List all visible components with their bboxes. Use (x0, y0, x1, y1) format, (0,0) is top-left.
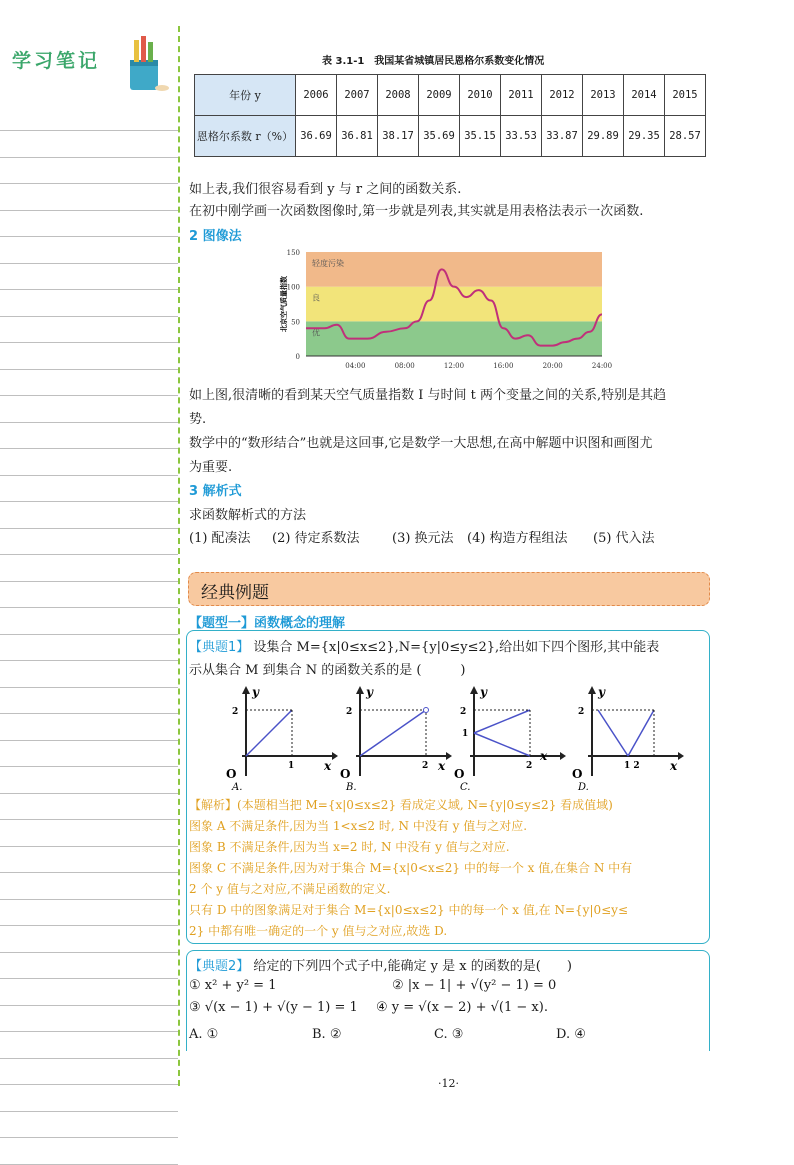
engel-table (194, 74, 706, 157)
note-line (0, 819, 178, 820)
axis-y-label: y (366, 685, 373, 699)
paragraph: 如上表,我们很容易看到 y 与 r 之间的函数关系. (189, 182, 462, 197)
band-100 (306, 252, 602, 287)
option-text: ④ y = √(x − 2) + √(1 − x). (376, 1000, 548, 1015)
year-cell: 2012 (542, 75, 583, 116)
graph-b (342, 686, 452, 792)
example-tag: 【典题2】 (189, 959, 250, 974)
y-tick-label: 100 (286, 283, 300, 292)
value-cell: 29.35 (624, 116, 665, 157)
note-line (0, 1111, 178, 1112)
example-1-question (189, 636, 659, 655)
section-heading: 3 解析式 (189, 484, 242, 499)
note-line (0, 740, 178, 741)
row2-label: 恩格尔系数 r（%） (195, 116, 296, 157)
paragraph: 为重要. (189, 460, 233, 475)
option-text: ② |x − 1| + √(y² − 1) = 0 (392, 978, 557, 993)
band-label: 优 (312, 328, 320, 338)
question-text: 示从集合 M 到集合 N 的函数关系的是 ( ) (189, 663, 466, 678)
year-cell: 2010 (460, 75, 501, 116)
x-tick-label: 12:00 (443, 362, 465, 370)
solution-line: 图象 C 不满足条件,因为对于集合 M={x|0<x≤2} 中的每一个 x 值,在集合 N 中有 (189, 861, 633, 875)
example-2-question (189, 955, 572, 974)
year-cell: 2006 (296, 75, 337, 116)
year-cell: 2011 (501, 75, 542, 116)
solution-line: 只有 D 中的图象满足对于集合 M={x|0≤x≤2} 中的每一个 x 值,在 N={y|0≤y≤ (189, 903, 629, 917)
choice-a: A. ① (189, 1027, 219, 1042)
note-line (0, 766, 178, 767)
band-50 (306, 287, 602, 322)
value-cell: 36.69 (296, 116, 337, 157)
year-cell: 2015 (665, 75, 706, 116)
y-axis-label: 北京空气质量指数 (279, 276, 288, 332)
band-label: 良 (312, 293, 320, 303)
note-line (0, 925, 178, 926)
ytick: 2 (460, 707, 467, 717)
method-item: (3) 换元法 (392, 531, 454, 546)
origin-label: O (454, 767, 465, 781)
note-line (0, 1058, 178, 1059)
note-line (0, 713, 178, 714)
air-quality-chart (276, 244, 616, 376)
note-line (0, 952, 178, 953)
value-cell: 33.87 (542, 116, 583, 157)
paragraph: 在初中刚学画一次函数图像时,第一步就是列表,其实就是用表格法表示一次函数. (189, 204, 644, 219)
axis-y-label: y (252, 685, 259, 699)
page-number: ·12· (438, 1077, 459, 1090)
table-row (195, 75, 706, 116)
value-cell: 29.89 (583, 116, 624, 157)
axis-x-label: x (324, 759, 332, 773)
option-label: D. (578, 782, 589, 793)
notes-title: 学习笔记 (12, 50, 101, 72)
note-line (0, 554, 178, 555)
note-line (0, 899, 178, 900)
ytick: 2 (346, 707, 353, 717)
axis-x-label: x (540, 749, 548, 763)
axis-x-label: x (670, 759, 678, 773)
note-line (0, 1005, 178, 1006)
graph-d (574, 686, 684, 792)
note-line (0, 1164, 178, 1165)
ytick: 2 (232, 707, 239, 717)
note-line (0, 634, 178, 635)
y-tick-label: 0 (295, 353, 300, 361)
note-line (0, 581, 178, 582)
solution-line: 图象 A 不满足条件,因为当 1<x≤2 时, N 中没有 y 值与之对应. (189, 819, 528, 833)
note-line (0, 793, 178, 794)
note-line (0, 369, 178, 370)
method-item: (5) 代入法 (593, 531, 655, 546)
note-line (0, 501, 178, 502)
xtick: 1 2 (624, 761, 640, 771)
year-cell: 2013 (583, 75, 624, 116)
x-tick-label: 24:00 (591, 362, 613, 370)
origin-label: O (340, 767, 351, 781)
note-line (0, 395, 178, 396)
option-text: ③ √(x − 1) + √(y − 1) = 1 (189, 1000, 358, 1015)
question-text: 设集合 M={x|0≤x≤2},N={y|0≤y≤2},给出如下四个图形,其中能表 (249, 640, 660, 655)
x-tick-label: 16:00 (493, 362, 514, 370)
note-line (0, 183, 178, 184)
example-tag: 【典题1】 (189, 640, 250, 655)
value-cell: 35.69 (419, 116, 460, 157)
note-line (0, 422, 178, 423)
row1-label: 年份 y (195, 75, 296, 116)
note-line (0, 846, 178, 847)
graph-c (456, 686, 566, 792)
ytick: 1 (462, 729, 469, 739)
note-line (0, 660, 178, 661)
graph-a (228, 686, 338, 792)
note-line (0, 978, 178, 979)
pencil-cup-icon (120, 36, 170, 92)
note-line (0, 316, 178, 317)
solution-line (189, 796, 613, 813)
axis-y-label: y (598, 685, 605, 699)
solution-tag: 【解析】 (189, 798, 238, 812)
option-label: A. (232, 782, 243, 793)
note-line (0, 157, 178, 158)
note-line (0, 210, 178, 211)
value-cell: 35.15 (460, 116, 501, 157)
option-text: ① x² + y² = 1 (189, 978, 277, 993)
note-line (0, 687, 178, 688)
x-tick-label: 08:00 (394, 362, 415, 370)
paragraph: 如上图,很清晰的看到某天空气质量指数 I 与时间 t 两个变量之间的关系,特别是其趋 (189, 388, 667, 403)
method-item: (4) 构造方程组法 (467, 531, 568, 546)
value-cell: 38.17 (378, 116, 419, 157)
banner-title: 经典例题 (201, 583, 269, 603)
origin-label: O (572, 767, 583, 781)
x-tick-label: 20:00 (542, 362, 563, 370)
table-row (195, 116, 706, 157)
xtick: 2 (526, 761, 533, 771)
note-line (0, 130, 178, 131)
y-tick-label: 150 (286, 249, 300, 257)
question-text: 给定的下列四个式子中,能确定 y 是 x 的函数的是( ) (249, 959, 572, 974)
value-cell: 33.53 (501, 116, 542, 157)
note-line (0, 475, 178, 476)
year-cell: 2009 (419, 75, 460, 116)
year-cell: 2008 (378, 75, 419, 116)
year-cell: 2014 (624, 75, 665, 116)
option-label: C. (460, 782, 471, 793)
axis-y-label: y (480, 685, 487, 699)
note-line (0, 342, 178, 343)
type-heading: 【题型一】函数概念的理解 (189, 616, 346, 631)
option-label: B. (346, 782, 357, 793)
table-caption: 表 3.1-1 我国某省城镇居民恩格尔系数变化情况 (322, 56, 545, 67)
note-line (0, 528, 178, 529)
x-tick-label: 04:00 (345, 362, 366, 370)
choice-d: D. ④ (556, 1027, 586, 1042)
note-line (0, 1031, 178, 1032)
solution-text: (本题相当把 M={x|0≤x≤2} 看成定义域, N={y|0≤y≤2} 看成值域) (237, 798, 613, 812)
value-cell: 36.81 (337, 116, 378, 157)
note-line (0, 607, 178, 608)
y-tick-label: 50 (291, 318, 300, 327)
notes-column (0, 0, 178, 1122)
xtick: 1 (288, 761, 295, 771)
xtick: 2 (422, 761, 429, 771)
solution-line: 2} 中都有唯一确定的一个 y 值与之对应,故选 D. (189, 924, 448, 938)
choice-c: C. ③ (434, 1027, 464, 1042)
value-cell: 28.57 (665, 116, 706, 157)
paragraph: 数学中的“数形结合”也就是这回事,它是数学一大思想,在高中解题中识图和画图尤 (189, 436, 653, 451)
band-label: 轻度污染 (312, 259, 344, 268)
choice-b: B. ② (312, 1027, 342, 1042)
method-item: (2) 待定系数法 (272, 531, 360, 546)
origin-label: O (226, 767, 237, 781)
note-line (0, 872, 178, 873)
note-line (0, 289, 178, 290)
column-divider (178, 26, 180, 1086)
section-banner (188, 572, 710, 606)
paragraph: 势. (189, 412, 207, 427)
year-cell: 2007 (337, 75, 378, 116)
paragraph: 求函数解析式的方法 (189, 508, 307, 523)
solution-line: 图象 B 不满足条件,因为当 x=2 时, N 中没有 y 值与之对应. (189, 840, 510, 854)
note-line (0, 236, 178, 237)
solution-line: 2 个 y 值与之对应,不满足函数的定义. (189, 882, 391, 896)
method-item: (1) 配凑法 (189, 531, 251, 546)
note-line (0, 448, 178, 449)
axis-x-label: x (438, 759, 446, 773)
ytick: 2 (578, 707, 585, 717)
note-line (0, 1084, 178, 1085)
section-heading: 2 图像法 (189, 229, 242, 244)
note-line (0, 1137, 178, 1138)
note-line (0, 263, 178, 264)
